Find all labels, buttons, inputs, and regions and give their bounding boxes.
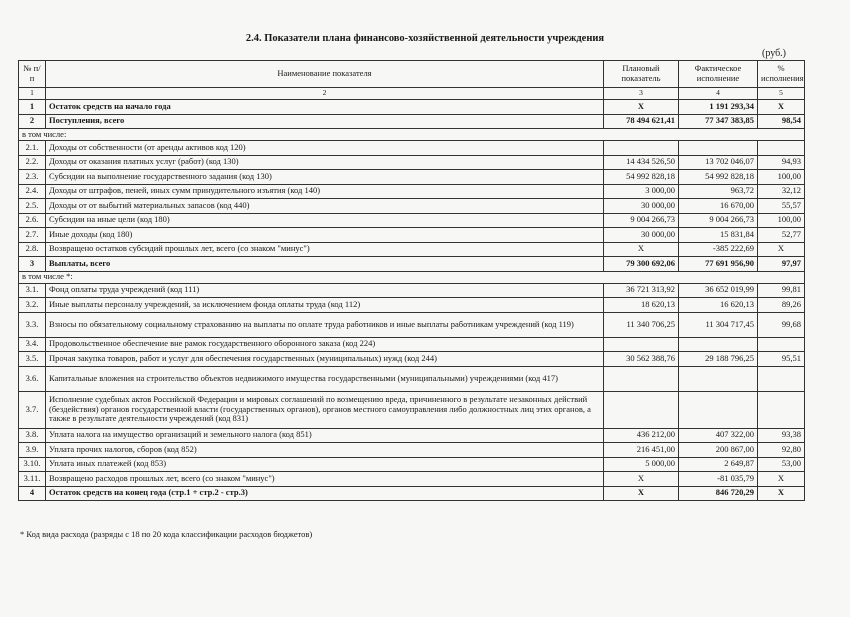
col-index: 4 <box>679 88 758 100</box>
table-row <box>19 184 805 199</box>
row-plan-cell: 216 451,00 <box>604 443 679 458</box>
header-pct: % исполнения <box>758 61 805 88</box>
row-plan-cell: 78 494 621,41 <box>604 114 679 129</box>
row-name-cell: Поступления, всего <box>46 114 604 129</box>
row-plan-cell <box>604 337 679 352</box>
footnote: * Код вида расхода (разряды с 18 по 20 кода классификации расходов бюджетов) <box>20 529 313 539</box>
row-name-cell: Субсидии на выполнение государственного задания (код 130) <box>46 170 604 185</box>
row-fact-cell: 846 720,29 <box>679 486 758 501</box>
row-name-cell: Взносы по обязательному социальному страхованию на выплаты по оплате труда работников и иные выплаты работникам учреждений (код 119) <box>46 312 604 337</box>
row-pct-cell: 32,12 <box>758 184 805 199</box>
table-row <box>19 257 805 272</box>
row-num-cell: 3.5. <box>19 352 46 367</box>
row-name-cell: Субсидии на иные цели (код 180) <box>46 213 604 228</box>
table-row <box>19 213 805 228</box>
header-name: Наименование показателя <box>46 61 604 88</box>
row-pct-cell <box>758 141 805 156</box>
page-title: 2.4. Показатели плана финансово-хозяйственной деятельности учреждения <box>245 33 605 44</box>
row-plan-cell: 30 562 388,76 <box>604 352 679 367</box>
row-fact-cell: 16 620,13 <box>679 298 758 313</box>
row-pct-cell: 53,00 <box>758 457 805 472</box>
row-name-cell: Прочая закупка товаров, работ и услуг для обеспечения государственных (муниципальных) нужд (код 244) <box>46 352 604 367</box>
row-fact-cell: 77 347 383,85 <box>679 114 758 129</box>
col-index: 5 <box>758 88 805 100</box>
row-name-cell: Остаток средств на конец года (стр.1 + стр.2 - стр.3) <box>46 486 604 501</box>
table-row <box>19 457 805 472</box>
row-pct-cell: 95,51 <box>758 352 805 367</box>
row-name-cell: Капитальные вложения на строительство объектов недвижимого имущества государственными (муниципальными) учреждениями (код 417) <box>46 366 604 391</box>
col-index: 1 <box>19 88 46 100</box>
table-row <box>19 312 805 337</box>
row-pct-cell: 98,54 <box>758 114 805 129</box>
row-num-cell: 2.2. <box>19 155 46 170</box>
table-row <box>19 170 805 185</box>
row-plan-cell <box>604 141 679 156</box>
row-pct-cell: 94,93 <box>758 155 805 170</box>
row-name-cell: Выплаты, всего <box>46 257 604 272</box>
row-pct-cell <box>758 337 805 352</box>
col-index: 2 <box>46 88 604 100</box>
row-num-cell: 2.3. <box>19 170 46 185</box>
row-name-cell: Исполнение судебных актов Российской Федерации и мировых соглашений по возмещению вреда, причиненного в результате незаконных действий (бездействия) органов государственной власти (государственных органов), органов местного самоуправления либо должностных лиц этих органов, а также в результате деятельности учреждений (код 831) <box>46 391 604 428</box>
row-plan-cell: X <box>604 472 679 487</box>
subheading-cell: в том числе: <box>19 129 805 141</box>
row-pct-cell: X <box>758 486 805 501</box>
row-name-cell: Уплата прочих налогов, сборов (код 852) <box>46 443 604 458</box>
table-row <box>19 114 805 129</box>
row-num-cell: 3.7. <box>19 391 46 428</box>
row-num-cell: 3.2. <box>19 298 46 313</box>
table-row <box>19 428 805 443</box>
row-fact-cell: 29 188 796,25 <box>679 352 758 367</box>
row-name-cell: Уплата иных платежей (код 853) <box>46 457 604 472</box>
row-name-cell: Иные выплаты персоналу учреждений, за исключением фонда оплаты труда (код 112) <box>46 298 604 313</box>
row-name-cell: Иные доходы (код 180) <box>46 228 604 243</box>
row-plan-cell: 79 300 692,06 <box>604 257 679 272</box>
row-pct-cell: 97,97 <box>758 257 805 272</box>
row-pct-cell: 52,77 <box>758 228 805 243</box>
row-fact-cell: 15 831,84 <box>679 228 758 243</box>
header-num: № п/п <box>19 61 46 88</box>
row-num-cell: 3.1. <box>19 283 46 298</box>
row-plan-cell: 9 004 266,73 <box>604 213 679 228</box>
row-num-cell: 2.7. <box>19 228 46 243</box>
row-plan-cell: 5 000,00 <box>604 457 679 472</box>
row-name-cell: Остаток средств на начало года <box>46 100 604 115</box>
row-pct-cell: 100,00 <box>758 213 805 228</box>
table-row <box>19 298 805 313</box>
table-row <box>19 141 805 156</box>
table-row <box>19 472 805 487</box>
row-num-cell: 3.9. <box>19 443 46 458</box>
row-fact-cell: 13 702 046,07 <box>679 155 758 170</box>
table-row <box>19 199 805 214</box>
row-num-cell: 3.10. <box>19 457 46 472</box>
table-row <box>19 100 805 115</box>
row-name-cell: Возвращено остатков субсидий прошлых лет, всего (со знаком "минус") <box>46 242 604 257</box>
row-name-cell: Продовольственное обеспечение вне рамок государственного оборонного заказа (код 224) <box>46 337 604 352</box>
row-pct-cell: 89,26 <box>758 298 805 313</box>
row-fact-cell: 963,72 <box>679 184 758 199</box>
row-plan-cell: 18 620,13 <box>604 298 679 313</box>
row-plan-cell: X <box>604 242 679 257</box>
col-index: 3 <box>604 88 679 100</box>
row-fact-cell: -385 222,69 <box>679 242 758 257</box>
row-name-cell: Доходы от штрафов, пеней, иных сумм принудительного изъятия (код 140) <box>46 184 604 199</box>
row-pct-cell: X <box>758 472 805 487</box>
table-row <box>19 337 805 352</box>
row-fact-cell: 9 004 266,73 <box>679 213 758 228</box>
row-num-cell: 3 <box>19 257 46 272</box>
row-fact-cell: 54 992 828,18 <box>679 170 758 185</box>
row-plan-cell: 11 340 706,25 <box>604 312 679 337</box>
row-num-cell: 3.4. <box>19 337 46 352</box>
table-row <box>19 391 805 428</box>
row-num-cell: 2.1. <box>19 141 46 156</box>
row-num-cell: 1 <box>19 100 46 115</box>
header-plan: Плановый показатель <box>604 61 679 88</box>
row-fact-cell: 36 652 019,99 <box>679 283 758 298</box>
table-row <box>19 283 805 298</box>
financial-table <box>18 60 805 501</box>
subheading-cell: в том числе *: <box>19 271 805 283</box>
row-num-cell: 3.6. <box>19 366 46 391</box>
table-row <box>19 155 805 170</box>
row-plan-cell <box>604 391 679 428</box>
row-name-cell: Доходы от собственности (от аренды активов код 120) <box>46 141 604 156</box>
row-pct-cell <box>758 366 805 391</box>
row-name-cell: Уплата налога на имущество организаций и земельного налога (код 851) <box>46 428 604 443</box>
row-name-cell: Возвращено расходов прошлых лет, всего (со знаком "минус") <box>46 472 604 487</box>
row-plan-cell: X <box>604 100 679 115</box>
row-plan-cell: 36 721 313,92 <box>604 283 679 298</box>
row-fact-cell: 2 649,87 <box>679 457 758 472</box>
column-index-row <box>19 88 805 100</box>
row-plan-cell: 30 000,00 <box>604 199 679 214</box>
table-row <box>19 228 805 243</box>
table-row <box>19 352 805 367</box>
row-plan-cell: 30 000,00 <box>604 228 679 243</box>
row-fact-cell <box>679 366 758 391</box>
row-num-cell: 2 <box>19 114 46 129</box>
row-fact-cell <box>679 141 758 156</box>
row-fact-cell: 16 670,00 <box>679 199 758 214</box>
row-pct-cell: 55,57 <box>758 199 805 214</box>
row-num-cell: 4 <box>19 486 46 501</box>
row-num-cell: 3.11. <box>19 472 46 487</box>
row-pct-cell: 99,68 <box>758 312 805 337</box>
table-row <box>19 366 805 391</box>
row-plan-cell: 436 212,00 <box>604 428 679 443</box>
row-fact-cell: 200 867,00 <box>679 443 758 458</box>
row-pct-cell: X <box>758 100 805 115</box>
row-num-cell: 2.4. <box>19 184 46 199</box>
table-header-row <box>19 61 805 88</box>
row-num-cell: 3.8. <box>19 428 46 443</box>
row-pct-cell: 99,81 <box>758 283 805 298</box>
row-fact-cell: -81 035,79 <box>679 472 758 487</box>
row-pct-cell <box>758 391 805 428</box>
row-fact-cell: 1 191 293,34 <box>679 100 758 115</box>
row-name-cell: Фонд оплаты труда учреждений (код 111) <box>46 283 604 298</box>
row-fact-cell: 11 304 717,45 <box>679 312 758 337</box>
row-fact-cell: 407 322,00 <box>679 428 758 443</box>
table-row <box>19 443 805 458</box>
table-row <box>19 129 805 141</box>
row-pct-cell: 93,38 <box>758 428 805 443</box>
row-name-cell: Доходы от оказания платных услуг (работ) (код 130) <box>46 155 604 170</box>
row-num-cell: 3.3. <box>19 312 46 337</box>
row-pct-cell: 100,00 <box>758 170 805 185</box>
table-row <box>19 242 805 257</box>
table-row <box>19 271 805 283</box>
row-num-cell: 2.8. <box>19 242 46 257</box>
row-num-cell: 2.5. <box>19 199 46 214</box>
row-fact-cell <box>679 337 758 352</box>
unit-label: (руб.) <box>762 48 786 59</box>
row-plan-cell: 14 434 526,50 <box>604 155 679 170</box>
row-pct-cell: X <box>758 242 805 257</box>
row-fact-cell <box>679 391 758 428</box>
header-fact: Фактическое исполнение <box>679 61 758 88</box>
row-num-cell: 2.6. <box>19 213 46 228</box>
row-fact-cell: 77 691 956,90 <box>679 257 758 272</box>
table-row <box>19 486 805 501</box>
row-pct-cell: 92,80 <box>758 443 805 458</box>
table-body <box>19 100 805 501</box>
row-plan-cell: 3 000,00 <box>604 184 679 199</box>
row-plan-cell <box>604 366 679 391</box>
row-plan-cell: 54 992 828,18 <box>604 170 679 185</box>
row-name-cell: Доходы от от выбытий материальных запасов (код 440) <box>46 199 604 214</box>
row-plan-cell: X <box>604 486 679 501</box>
